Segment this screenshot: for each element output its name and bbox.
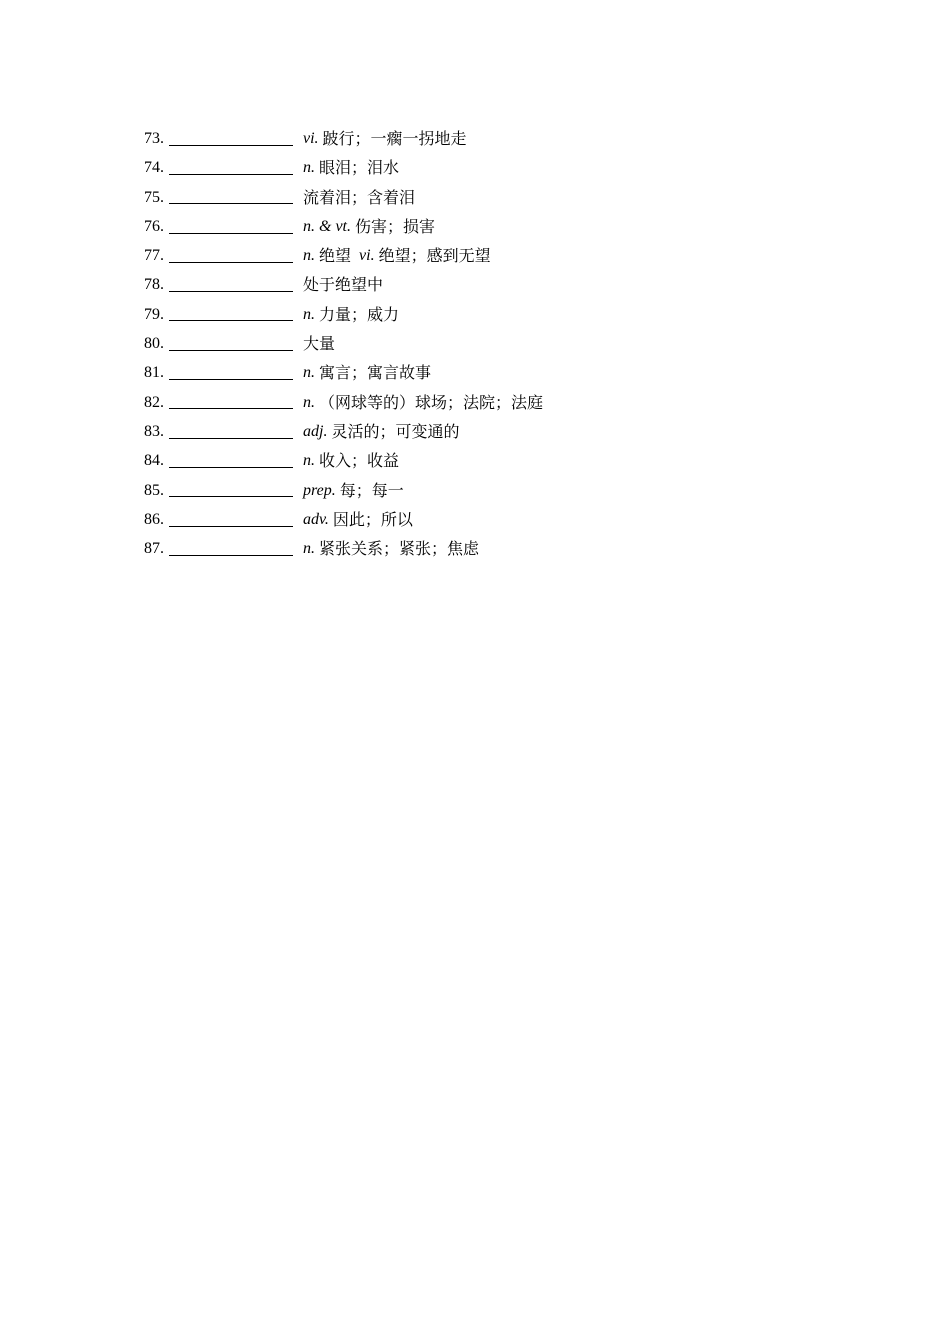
part-of-speech-secondary: vi. bbox=[359, 247, 375, 265]
list-item bbox=[144, 153, 844, 182]
list-item bbox=[144, 241, 844, 270]
answer-blank bbox=[169, 466, 293, 468]
item-number: 84. bbox=[144, 452, 164, 470]
meaning-text: 处于绝望中 bbox=[303, 275, 384, 295]
meaning-text: 寓言；寓言故事 bbox=[319, 363, 432, 383]
meaning-text: 流着泪；含着泪 bbox=[303, 187, 416, 207]
meaning-text-secondary: 绝望；感到无望 bbox=[378, 246, 491, 266]
list-item bbox=[144, 270, 844, 299]
part-of-speech: n. bbox=[303, 364, 315, 382]
item-number: 81. bbox=[144, 364, 164, 382]
item-number: 82. bbox=[144, 393, 164, 411]
answer-blank bbox=[169, 554, 293, 556]
part-of-speech: n. bbox=[303, 247, 315, 265]
meaning-text: （网球等的）球场；法院；法庭 bbox=[319, 392, 544, 412]
part-of-speech: n. bbox=[303, 305, 315, 323]
part-of-speech: vi. bbox=[303, 130, 319, 147]
list-item bbox=[144, 212, 844, 241]
list-item bbox=[144, 329, 844, 358]
meaning-text: 每；每一 bbox=[339, 480, 404, 500]
meaning-text: 灵活的；可变通的 bbox=[331, 421, 460, 441]
answer-blank bbox=[169, 437, 293, 439]
item-number: 76. bbox=[144, 217, 164, 235]
answer-blank bbox=[169, 495, 293, 497]
part-of-speech: adv. bbox=[303, 510, 329, 528]
item-number: 80. bbox=[144, 335, 164, 353]
answer-blank bbox=[169, 144, 293, 146]
part-of-speech: n. bbox=[303, 393, 315, 411]
list-item bbox=[144, 358, 844, 387]
meaning-text: 绝望 bbox=[319, 246, 352, 266]
part-of-speech: n. bbox=[303, 540, 315, 558]
list-item bbox=[144, 476, 844, 505]
answer-blank bbox=[169, 525, 293, 527]
meaning-text: 跛行；一瘸一拐地走 bbox=[322, 129, 467, 148]
answer-blank bbox=[169, 319, 293, 321]
answer-blank bbox=[169, 407, 293, 409]
item-number: 74. bbox=[144, 159, 164, 177]
item-number: 83. bbox=[144, 422, 164, 440]
answer-blank bbox=[169, 290, 293, 292]
meaning-text: 力量；威力 bbox=[319, 304, 400, 324]
part-of-speech: n. & vt. bbox=[303, 217, 351, 235]
item-number: 87. bbox=[144, 540, 164, 558]
list-item bbox=[144, 446, 844, 475]
answer-blank bbox=[169, 202, 293, 204]
part-of-speech: prep. bbox=[303, 481, 336, 499]
part-of-speech: adj. bbox=[303, 422, 328, 440]
list-item bbox=[144, 388, 844, 417]
answer-blank bbox=[169, 378, 293, 380]
list-item bbox=[144, 417, 844, 446]
part-of-speech: n. bbox=[303, 159, 315, 177]
list-item bbox=[144, 505, 844, 534]
item-number: 73. bbox=[144, 130, 164, 147]
item-number: 78. bbox=[144, 276, 164, 294]
meaning-text: 紧张关系；紧张；焦虑 bbox=[319, 539, 480, 559]
meaning-text: 眼泪；泪水 bbox=[319, 158, 400, 178]
answer-blank bbox=[169, 232, 293, 234]
item-number: 75. bbox=[144, 188, 164, 206]
meaning-text: 大量 bbox=[303, 334, 336, 354]
item-number: 86. bbox=[144, 510, 164, 528]
item-number: 85. bbox=[144, 481, 164, 499]
list-item bbox=[144, 534, 844, 563]
item-number: 77. bbox=[144, 247, 164, 265]
answer-blank bbox=[169, 349, 293, 351]
answer-blank bbox=[169, 173, 293, 175]
list-item bbox=[144, 183, 844, 212]
list-item bbox=[144, 300, 844, 329]
item-number: 79. bbox=[144, 305, 164, 323]
part-of-speech: n. bbox=[303, 452, 315, 470]
answer-blank bbox=[169, 261, 293, 263]
meaning-text: 因此；所以 bbox=[332, 509, 413, 529]
list-item bbox=[144, 124, 844, 153]
meaning-text: 伤害；损害 bbox=[355, 216, 436, 236]
vocabulary-list bbox=[144, 124, 844, 563]
meaning-text: 收入；收益 bbox=[319, 451, 400, 471]
